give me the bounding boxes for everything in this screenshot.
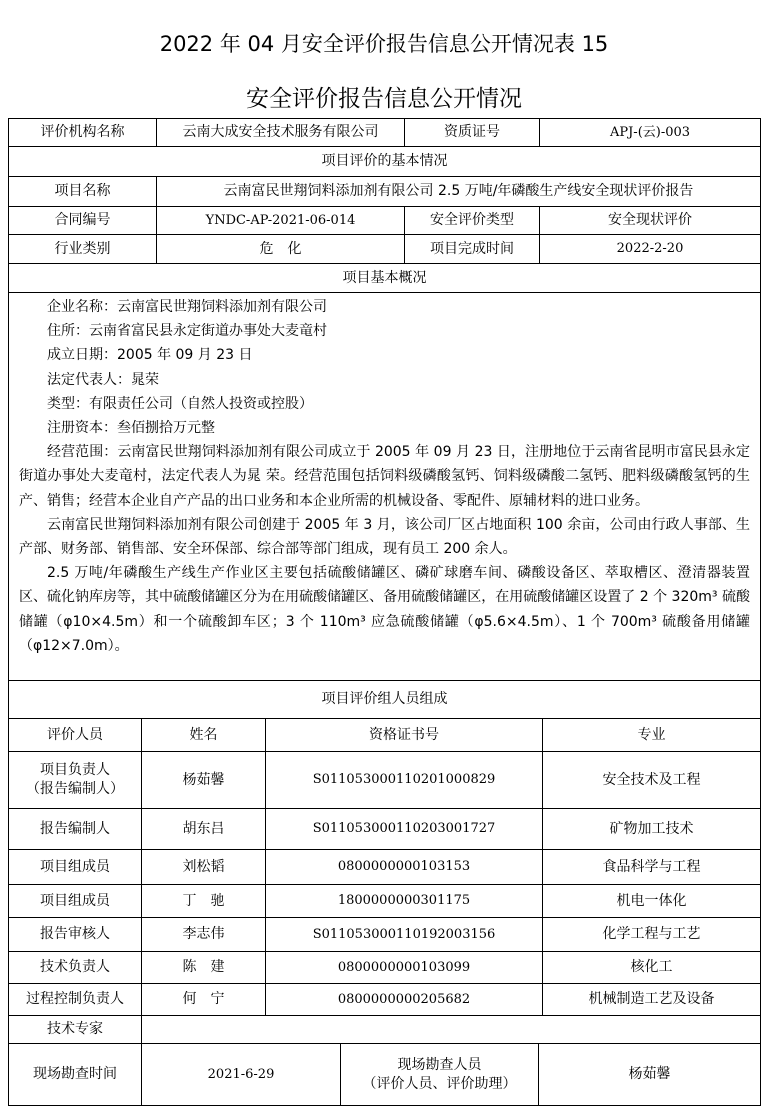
project-name-label: 项目名称 <box>9 177 157 206</box>
industry-row <box>9 235 760 264</box>
team-row <box>9 752 760 809</box>
member-name: 刘松韬 <box>142 850 266 884</box>
document-title: 2022 年 04 月安全评价报告信息公开情况表 15 <box>159 32 609 56</box>
team-row <box>9 809 760 850</box>
company-type-line: 类型：有限责任公司（自然人投资或控股） <box>47 395 313 412</box>
overview-title-row <box>9 264 760 293</box>
header-role: 评价人员 <box>9 719 142 751</box>
production-area-paragraph: 2.5 万吨/年磷酸生产线生产作业区主要包括硫酸储罐区、磷矿球磨车间、磷酸设备区、萃取槽区、澄清器装置区、硫化钠库房等，其中硫酸储罐区分为在用硫酸储罐区、备用硫酸储罐区，在用硫酸储罐区设置了 2 个 320m³ 硫酸储罐（φ10×4.5m）和一个硫酸卸车区；3 个 110m³ 应急硫酸储罐（φ5.6×4.5m）、1 个 700m³ 硫酸备用储罐（φ12×7.0m）。 <box>19 565 750 654</box>
legal-rep-line: 法定代表人：晁荣 <box>47 371 159 388</box>
member-role: 项目组成员 <box>9 885 142 917</box>
survey-time-label: 现场勘查时间 <box>9 1044 142 1105</box>
agency-label: 评价机构名称 <box>9 119 157 146</box>
member-role: 项目组成员 <box>9 850 142 884</box>
survey-time-value: 2021-6-29 <box>142 1044 341 1105</box>
member-name: 李志伟 <box>142 918 266 951</box>
member-name: 胡东吕 <box>142 809 266 849</box>
member-cert: S011053000110201000829 <box>266 752 543 808</box>
team-row <box>9 850 760 885</box>
expert-row <box>9 1016 760 1044</box>
agency-row <box>9 119 760 147</box>
member-role: 技术负责人 <box>9 952 142 983</box>
member-major: 核化工 <box>630 959 673 976</box>
team-row <box>9 984 760 1016</box>
member-name: 丁 驰 <box>142 885 266 917</box>
company-name-line: 企业名称：云南富民世翔饲料添加剂有限公司 <box>47 299 327 315</box>
member-name: 何 宁 <box>142 984 266 1015</box>
finish-value: 2022-2-20 <box>616 241 684 257</box>
expert-value <box>142 1016 760 1043</box>
agency-value: 云南大成安全技术服务有限公司 <box>157 119 405 146</box>
overview-title: 项目基本概况 <box>342 269 427 286</box>
member-role: 报告编制人 <box>9 809 142 849</box>
eval-type-value: 安全现状评价 <box>608 212 692 229</box>
overview-row <box>9 293 760 681</box>
industry-label: 行业类别 <box>9 235 157 263</box>
header-major: 专业 <box>637 726 666 743</box>
header-name: 姓名 <box>142 719 266 751</box>
team-row <box>9 952 760 984</box>
contract-value: YNDC-AP-2021-06-014 <box>157 207 405 234</box>
overview-text <box>19 295 750 658</box>
basic-section-title: 项目评价的基本情况 <box>321 153 448 170</box>
team-row <box>9 885 760 918</box>
header-cert: 资格证书号 <box>266 719 543 751</box>
address-line: 住所：云南省富民县永定街道办事处大麦竜村 <box>47 323 327 340</box>
disclosure-table <box>8 118 761 1106</box>
finish-label: 项目完成时间 <box>405 235 540 263</box>
member-name: 杨茹馨 <box>142 752 266 808</box>
contract-label: 合同编号 <box>9 207 157 234</box>
business-scope-paragraph: 经营范围：云南富民世翔饲料添加剂有限公司成立于 2005 年 09 月 23 日，注册地位于云南省昆明市富民县永定街道办事处大麦竜村，法定代表人为晁 荣。经营范围包括饲料级磷酸氢钙、饲料级磷酸二氢钙、肥料级磷酸氢钙的生产、销售；经营本企业自产产品的出口业务和本企业所需的机械设备、零配件、原辅材料的进口业务。 <box>19 444 750 509</box>
member-cert: S011053000110203001727 <box>266 809 543 849</box>
table-title: 安全评价报告信息公开情况 <box>246 86 522 112</box>
member-major: 机械制造工艺及设备 <box>588 991 715 1008</box>
member-major: 食品科学与工程 <box>602 858 701 875</box>
member-cert: 0800000000103153 <box>266 850 543 884</box>
project-name-row <box>9 177 760 207</box>
team-title-row <box>9 681 760 719</box>
member-major: 机电一体化 <box>616 892 687 909</box>
member-name: 陈 建 <box>142 952 266 983</box>
contract-row <box>9 207 760 235</box>
member-major: 安全技术及工程 <box>602 771 701 788</box>
member-major: 矿物加工技术 <box>609 820 694 837</box>
capital-line: 注册资本：叁佰捌拾万元整 <box>47 420 215 437</box>
team-row <box>9 918 760 952</box>
expert-label: 技术专家 <box>9 1016 142 1043</box>
project-name-value: 云南富民世翔饲料添加剂有限公司 2.5 万吨/年磷酸生产线安全现状评价报告 <box>223 183 694 200</box>
member-role: 报告审核人 <box>9 918 142 951</box>
industry-value: 危 化 <box>157 235 405 263</box>
cert-value: APJ-(云)-003 <box>609 124 691 140</box>
member-major: 化学工程与工艺 <box>602 926 701 943</box>
survey-row <box>9 1044 760 1105</box>
member-cert: 0800000000103099 <box>266 952 543 983</box>
survey-people-label: 现场勘查人员 （评价人员、评价助理） <box>341 1044 539 1105</box>
member-cert: 0800000000205682 <box>266 984 543 1015</box>
basic-section-row <box>9 147 760 177</box>
member-cert: S011053000110192003156 <box>266 918 543 951</box>
team-header-row <box>9 719 760 752</box>
eval-type-label: 安全评价类型 <box>405 207 540 234</box>
company-profile-paragraph: 云南富民世翔饲料添加剂有限公司创建于 2005 年 3 月，该公司厂区占地面积 100 余亩，公司由行政人事部、生产部、财务部、销售部、安全环保部、综合部等部门组成，现有员工 200 余人。 <box>19 516 750 558</box>
member-role: 项目负责人 （报告编制人） <box>9 752 142 808</box>
cert-label: 资质证号 <box>405 119 540 146</box>
survey-people-value: 杨茹馨 <box>628 1066 671 1083</box>
founded-line: 成立日期：2005 年 09 月 23 日 <box>47 347 253 364</box>
team-title: 项目评价组人员组成 <box>321 691 448 708</box>
member-role: 过程控制负责人 <box>9 984 142 1015</box>
member-cert: 1800000000301175 <box>266 885 543 917</box>
